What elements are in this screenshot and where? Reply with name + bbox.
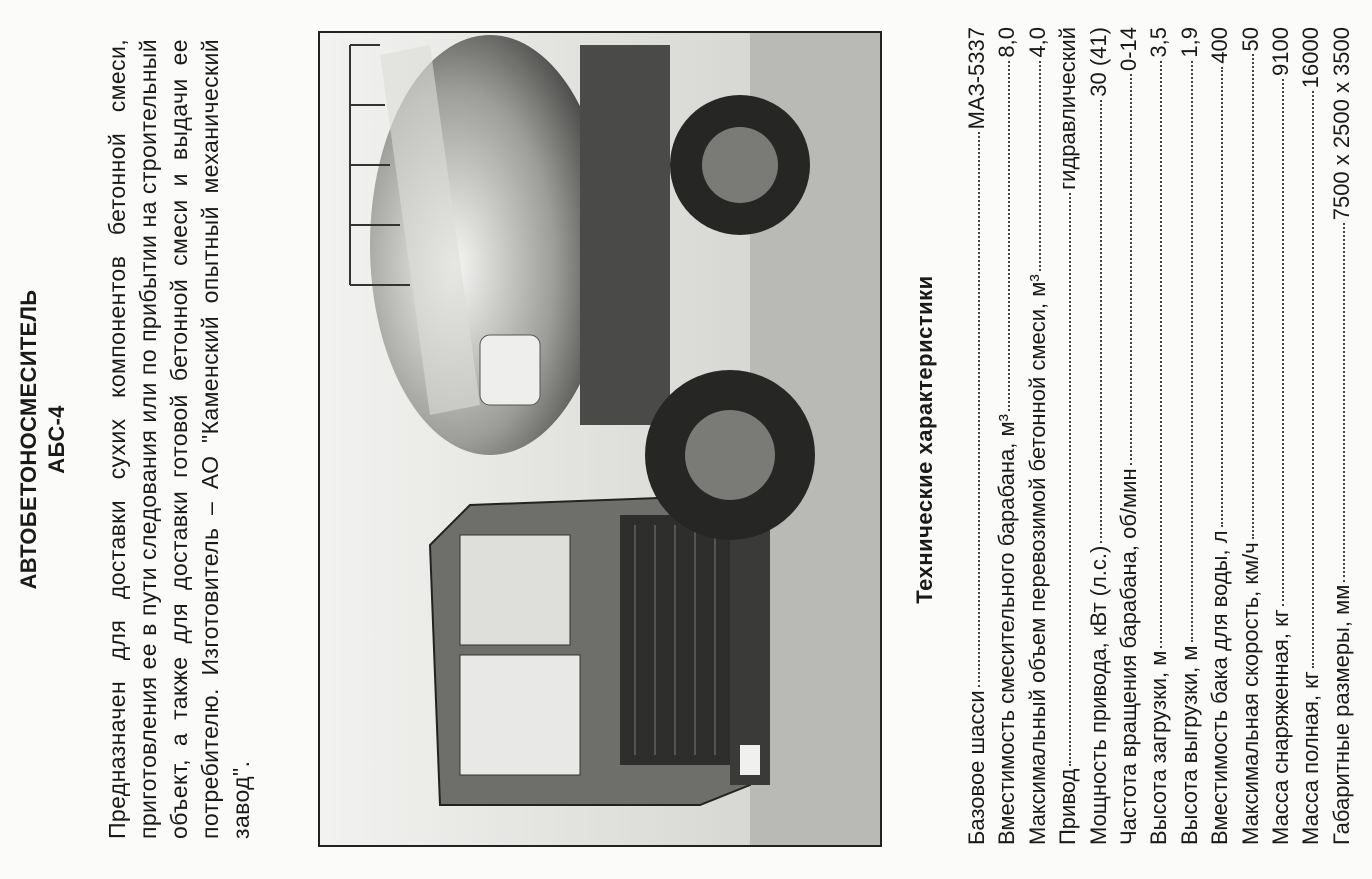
spec-label: Вместимость смесительного барабана, м³ [994,414,1020,845]
spec-label: Базовое шасси [964,690,989,845]
spec-value: 4,0 [1024,27,1050,58]
dot-leader [1312,91,1314,668]
dot-leader [1343,223,1345,581]
spec-row [992,27,1022,845]
dot-leader [978,132,980,687]
dot-leader [1039,61,1041,272]
spec-label: Габаритные размеры, мм [1328,584,1354,845]
spec-value: 8,0 [994,27,1020,58]
spec-row [1175,27,1205,845]
dot-leader [1160,61,1162,648]
spec-value: 50 [1237,27,1263,52]
dot-leader [1008,61,1010,411]
spec-value: 1,9 [1176,27,1202,58]
spec-row [1144,27,1174,845]
dot-leader [1069,193,1071,766]
spec-label: Максимальный объем перевозимой бетонной смеси, м³ [1024,274,1050,845]
description-paragraph: Предназначен для доставки сухих компонентов бетонной смеси, приготовления ее в пути следования или по прибытии на строительный объект, а также для доставки готовой бетонной смеси и выдачи ее потребителю. Изготовитель – АО "Каменский опытный механический завод". [104,39,254,839]
concrete-mixer-truck-photo [318,31,882,847]
spec-label: Масса снаряженная, кг [1268,609,1294,845]
spec-label: Высота выгрузки, м [1176,645,1202,845]
specifications-heading: Технические характеристики [912,275,937,604]
spec-row [1084,27,1114,845]
spec-label: Масса полная, кг [1298,671,1324,845]
spec-value: гидравлический [1055,27,1081,190]
spec-row [962,27,992,845]
dot-leader [1100,100,1102,543]
spec-row [1053,27,1083,845]
spec-label: Максимальная скорость, км/ч [1237,542,1263,845]
spec-value: 30 (41) [1085,27,1111,97]
document-title: АВТОБЕТОНОСМЕСИТЕЛЬ [16,289,41,590]
dot-leader [1130,74,1132,465]
dot-leader [1191,61,1193,643]
spec-value: 16000 [1298,27,1324,89]
spec-value: 0-14 [1116,27,1142,72]
spec-row [1327,27,1357,845]
spec-label: Частота вращения барабана, об/мин [1116,468,1142,845]
spec-label: Высота загрузки, м [1146,650,1172,845]
spec-row [1114,27,1144,845]
spec-row [1296,27,1326,845]
spec-value: 400 [1207,27,1233,64]
specifications-list [962,27,1357,845]
spec-row [1266,27,1296,845]
spec-value: МАЗ-5337 [964,27,989,130]
truck-illustration [320,33,880,845]
dot-leader [1252,54,1254,539]
dot-leader [1282,79,1284,606]
spec-label: Привод [1055,768,1081,845]
spec-row [1023,27,1053,845]
spec-value: 3,5 [1146,27,1172,58]
spec-label: Вместимость бака для воды, л [1207,530,1233,845]
spec-label: Мощность привода, кВт (л.с.) [1085,545,1111,845]
spec-value: 7500 х 2500 х 3500 [1328,27,1354,221]
spec-row [1236,27,1266,845]
model-name: АБС-4 [44,405,69,474]
spec-value: 9100 [1268,27,1294,76]
spec-row [1205,27,1235,845]
dot-leader [1221,67,1223,528]
